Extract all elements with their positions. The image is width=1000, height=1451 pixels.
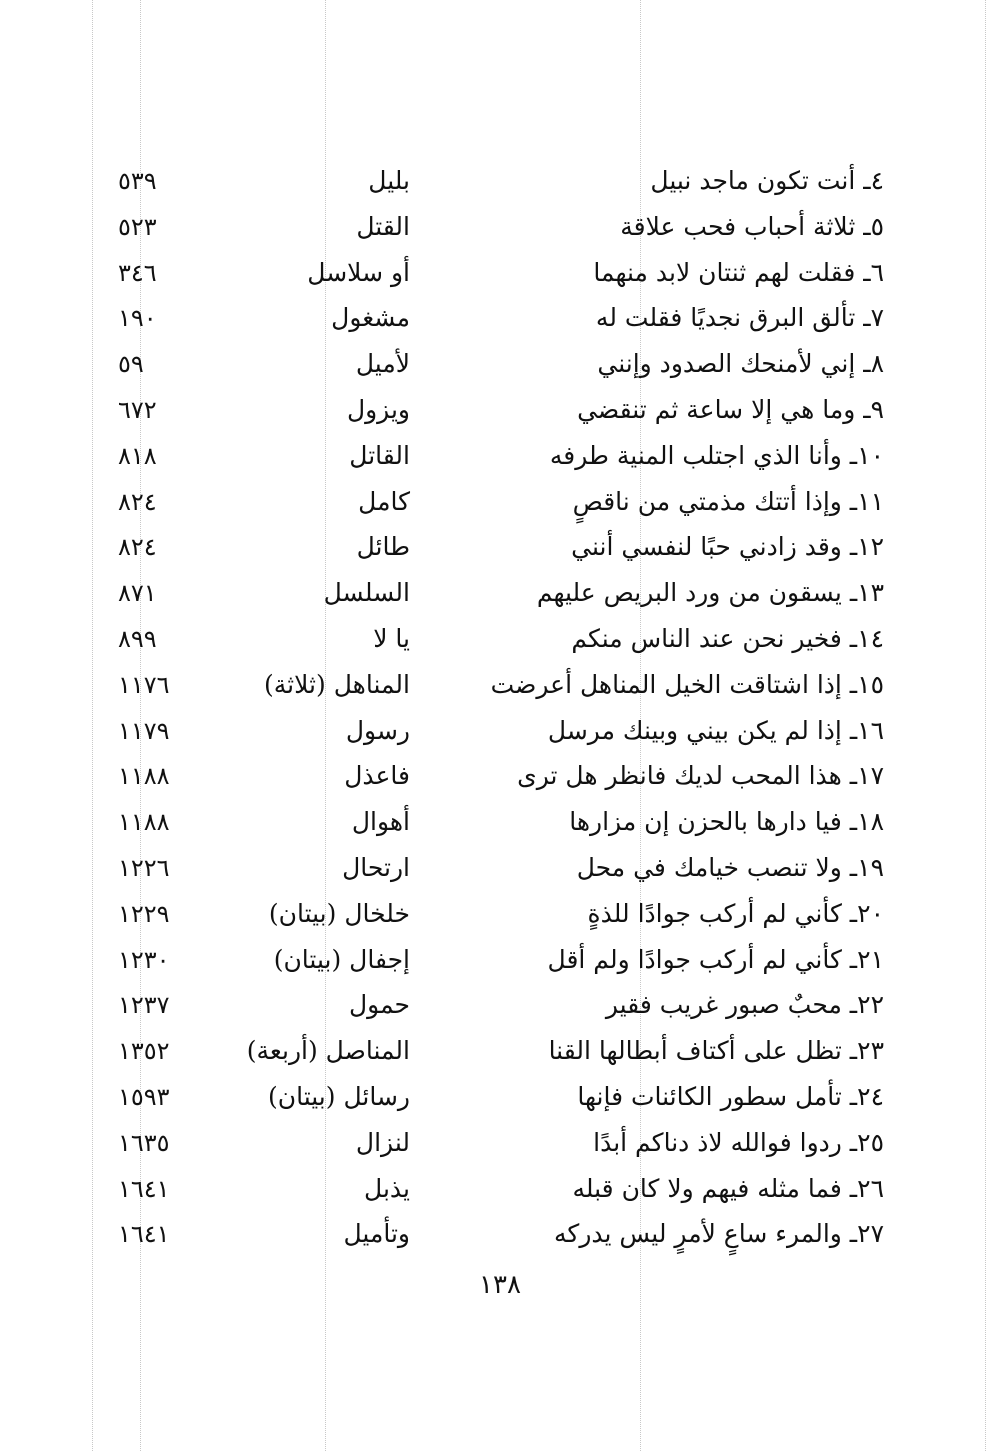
index-row [0,295,1000,341]
index-row [0,982,1000,1028]
rhyme-word: أو سلاسل [307,257,410,287]
verse-text: ٤ـ أنت تكون ماجد نبيل [650,166,884,195]
verse-text: ١٦ـ إذا لم يكن بيني وبينك مرسل [547,715,884,745]
index-row [0,799,1000,845]
rhyme-word: ويزول [346,394,410,424]
index-row [0,204,1000,250]
rhyme-word: خلخال (بيتان) [268,898,410,928]
index-row [0,1211,1000,1257]
verse-text: ١١ـ وإذا أتتك مذمتي من ناقصٍ [572,486,884,516]
verse-text: ٩ـ وما هي إلا ساعة ثم تنقضي [577,394,884,424]
index-row [0,158,1000,204]
page-reference: ١٢٣٠ [118,945,170,974]
index-row [0,433,1000,479]
rhyme-word: مشغول [331,303,410,333]
verse-text: ٨ـ إني لأمنحك الصدود وإنني [597,349,884,379]
rhyme-word: أهوال [351,807,410,837]
verse-text: ٦ـ فقلت لهم ثنتان لابد منهما [593,257,884,287]
rhyme-word: طائل [356,532,410,562]
rhyme-word: رسائل (بيتان) [267,1081,410,1111]
index-row [0,845,1000,891]
index-row [0,1120,1000,1166]
page-reference: ١٦٤١ [118,1220,170,1249]
page-reference: ٦٧٢ [118,395,157,424]
index-row [0,1166,1000,1212]
verse-text: ٢٠ـ كأني لم أركب جوادًا للذةٍ [587,898,884,928]
page-reference: ١٦٤١ [118,1174,170,1203]
page-reference: ١٩٠ [118,304,157,333]
verse-text: ٧ـ تألق البرق نجديًا فقلت له [595,303,884,333]
rhyme-word: لنزال [355,1127,410,1157]
rhyme-word: حمول [349,990,410,1020]
rhyme-word: يا لا [373,623,410,653]
page-reference: ٣٤٦ [118,258,157,287]
page-reference: ٥٣٩ [118,167,157,195]
verse-text: ٢٤ـ تأمل سطور الكائنات فإنها [577,1081,884,1111]
page-reference: ٥٩ [118,350,144,379]
index-row [0,479,1000,525]
page-reference: ١٢٢٩ [118,899,170,928]
page-reference: ٨٧١ [118,579,157,608]
verse-text: ١٨ـ فيا دارها بالحزن إن مزارها [569,807,884,837]
index-row [0,250,1000,296]
verse-text: ٢٣ـ تظل على أكتاف أبطالها القنا [548,1036,884,1066]
rhyme-word: لأميل [355,349,410,379]
page-reference: ٨٩٩ [118,624,157,653]
rhyme-word: القاتل [349,440,410,470]
verse-text: ١٩ـ ولا تنصب خيامك في محل [576,852,884,882]
page-reference: ١٢٣٧ [118,991,170,1020]
rhyme-word: القتل [356,211,410,241]
index-row [0,616,1000,662]
index-row [0,662,1000,708]
verse-text: ١٣ـ يسقون من ورد البريص عليهم [536,578,884,608]
verse-text: ٥ـ ثلاثة أحباب فحب علاقة [620,211,884,241]
page-reference: ١٦٣٥ [118,1128,170,1157]
page-reference: ٨٢٤ [118,487,157,516]
verse-text: ١٧ـ هذا المحب لديك فانظر هل ترى [517,761,884,791]
verse-text: ٢٧ـ والمرء ساعٍ لأمرٍ ليس يدركه [554,1219,884,1249]
page-number: ١٣٨ [479,1270,521,1300]
index-row [0,524,1000,570]
verse-text: ١٥ـ إذا اشتاقت الخيل المناهل أعرضت [490,669,884,699]
page-reference: ١٥٩٣ [118,1082,170,1111]
verse-text: ٢١ـ كأني لم أركب جوادًا ولم أقل [547,944,884,974]
page-reference: ١٢٢٦ [118,853,170,882]
page-reference: ٥٢٣ [118,212,157,241]
page-reference: ١١٧٦ [118,670,170,699]
rhyme-word: ارتحال [342,852,410,882]
rhyme-word: فاعذل [344,761,410,791]
verse-text: ١٠ـ وأنا الذي اجتلب المنية طرفه [549,440,884,470]
index-row [0,891,1000,937]
index-row [0,753,1000,799]
page-reference: ١١٨٨ [118,762,170,791]
page-reference: ٨٢٤ [118,533,157,562]
index-row [0,341,1000,387]
rhyme-word: بليل [368,166,410,195]
page-reference: ١٣٥٢ [118,1037,170,1066]
page-reference: ١١٨٨ [118,808,170,837]
verse-index-list [0,158,1000,1257]
rhyme-word: رسول [345,715,410,745]
rhyme-word: يذبل [364,1173,410,1203]
page-reference: ١١٧٩ [118,716,170,745]
index-row [0,570,1000,616]
index-row [0,387,1000,433]
rhyme-word: المناصل (أربعة) [246,1036,410,1066]
index-row [0,1074,1000,1120]
verse-text: ١٢ـ وقد زادني حبًا لنفسي أنني [571,532,884,562]
index-row [0,937,1000,983]
verse-text: ١٤ـ فخير نحن عند الناس منكم [571,623,884,653]
rhyme-word: كامل [358,486,410,516]
rhyme-word: إجفال (بيتان) [273,944,410,974]
rhyme-word: السلسل [323,578,410,608]
index-row [0,708,1000,754]
rhyme-word: وتأميل [343,1219,410,1249]
rhyme-word: المناهل (ثلاثة) [264,669,410,699]
verse-text: ٢٢ـ محبٌ صبور غريب فقير [605,990,884,1020]
verse-text: ٢٥ـ ردوا فوالله لاذ دناكم أبدًا [593,1127,884,1157]
page-reference: ٨١٨ [118,441,157,470]
verse-text: ٢٦ـ فما مثله فيهم ولا كان قبله [572,1173,884,1203]
index-row [0,1028,1000,1074]
